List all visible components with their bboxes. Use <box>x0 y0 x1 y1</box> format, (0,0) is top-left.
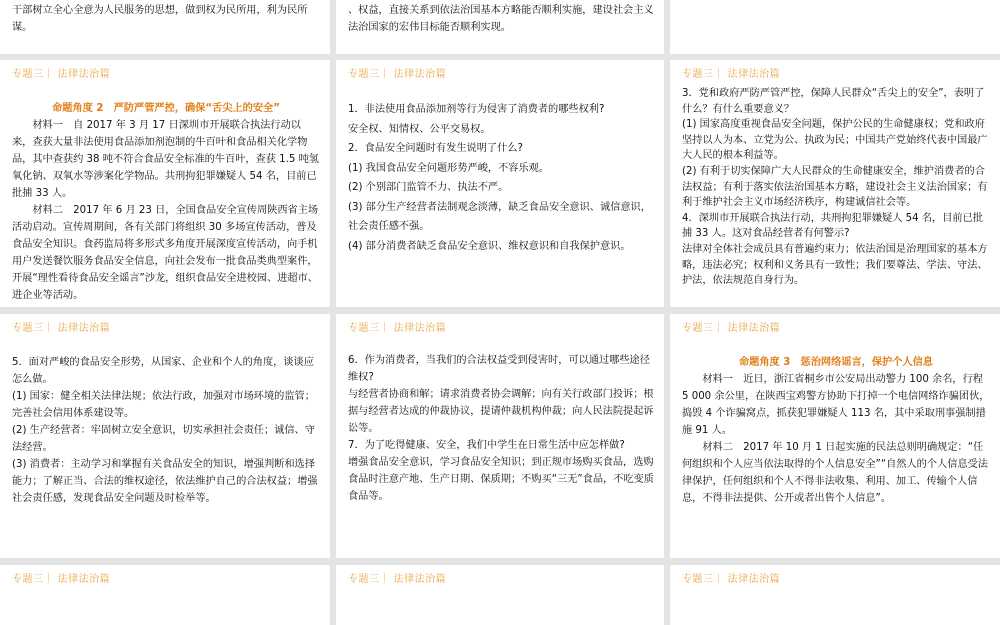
slide-paragraph: (3) 消费者：主动学习和掌握有关食品安全的知识，增强判断和选择能力；了解正当、合法的维权途径，依法维护自己的合法权益；增强社会责任感，发现食品安全问题及时检举等。 <box>12 459 318 504</box>
slide-header-label: 专题三｜ 法律法治篇 <box>348 69 447 80</box>
slide-paragraph: 1．非法使用食品添加剂等行为侵害了消费者的哪些权利? <box>348 104 605 115</box>
slide-body <box>12 100 320 304</box>
slide-paragraph: 材料二 2017 年 6 月 23 日，全国食品安全宣传周陕西省主场活动启动。宣传周期间，各有关部门将组织 30 多场宣传活动，普及食品安全知识。食药监局将多形式多角度开展深度宣传活动，向手机用户发送餐饮服务食品安全信息，向社会发布一批食品类典型案件，开展“理性看待食品安全谣言”沙龙，组织食品安全进校园、进超市、进企业等活动。 <box>12 205 319 301</box>
slide-paragraph: 6．作为消费者，当我们的合法权益受到侵害时，可以通过哪些途径维权? <box>348 355 650 383</box>
slide-paragraph: 4．深圳市开展联合执法行动，共刑拘犯罪嫌疑人 54 名，目前已批捕 33 人。这对食品经营者有何警示? <box>682 212 983 240</box>
slide-paragraph: 材料一 近日，浙江省桐乡市公安局出动警力 100 余名，行程 5 000 余公里，在陕西宝鸡警方协助下打掉一个电信网络诈骗团伙，捣毁 4 个诈骗窝点，抓获犯罪嫌疑人 113 名，其中采取刑事强制措施 91 人。 <box>682 374 990 436</box>
slide-body <box>682 86 990 289</box>
slide-thumbnail[interactable] <box>670 0 1000 54</box>
slide-paragraph: 法律对全体社会成员具有普遍约束力；依法治国是治理国家的基本方略，违法必究；权利和义务具有一致性；我们要尊法、学法、守法、护法，依法规范自身行为。 <box>682 243 988 287</box>
slide-paragraph: 与经营者协商和解；请求消费者协会调解；向有关行政部门投诉；根据与经营者达成的仲裁协议，提请仲裁机构仲裁；向人民法院提起诉讼等。 <box>348 389 654 434</box>
slide-header-label: 专题三｜ 法律法治篇 <box>12 323 111 334</box>
slide-paragraph: (4) 部分消费者缺乏食品安全意识、维权意识和自我保护意识。 <box>348 240 631 252</box>
slide-paragraph: 材料二 2017 年 10 月 1 日起实施的民法总则明确规定：“任何组织和个人应当依法取得的个人信息安全”“自然人的个人信息受法律保护，任何组织和个人不得非法收集、利用、加工、传输个人信息，不得非法提供、公开或者出售个人信息”。 <box>682 442 988 504</box>
slide-body <box>348 100 654 256</box>
slide-paragraph: 安全权、知情权、公平交易权。 <box>348 123 491 135</box>
slide-body <box>348 2 654 36</box>
slide-header-label: 专题三｜ 法律法治篇 <box>348 323 447 334</box>
slide-thumbnail[interactable] <box>0 314 330 558</box>
slide-thumbnail[interactable] <box>0 0 330 54</box>
slide-thumbnail[interactable] <box>336 565 664 625</box>
slide-paragraph: 增强食品安全意识，学习食品安全知识；到正规市场购买食品，选购食品时注意产地、生产日期、保质期；不购买“三无”食品，不吃变质食品等。 <box>348 457 654 502</box>
slide-paragraph: 材料一 自 2017 年 3 月 17 日深圳市开展联合执法行动以来，查获大量非法使用食品添加剂泡制的牛百叶和食品相关化学物品，其中查获约 38 吨不符合食品安全标准的牛百叶，查获 1.5 吨氢氧化钠、双氧水等涉案化学物品。共刑拘犯罪嫌疑人 54 名，目前已批捕 33 人。 <box>12 120 319 199</box>
slide-thumbnail[interactable] <box>670 314 1000 558</box>
slide-thumbnail[interactable] <box>0 60 330 307</box>
slide-paragraph: (2) 生产经营者：牢固树立安全意识，切实承担社会责任；诚信、守法经营。 <box>12 425 315 453</box>
slide-body <box>348 352 654 505</box>
slide-header-label: 专题三｜ 法律法治篇 <box>682 323 781 334</box>
slide-paragraph: (1) 国家高度重视食品安全问题，保护公民的生命健康权；党和政府坚持以人为本、立党为公、执政为民；中国共产党始终代表中国最广大人民的根本利益等。 <box>682 119 988 162</box>
slide-paragraph: 5．面对严峻的食品安全形势，从国家、企业和个人的角度，谈谈应怎么做。 <box>12 357 314 385</box>
slide-body <box>682 354 990 507</box>
slide-paragraph: 2．食品安全问题时有发生说明了什么? <box>348 143 523 154</box>
slide-thumbnail[interactable] <box>336 0 664 54</box>
slide-heading: 命题角度 2 严防严管严控，确保“舌尖上的安全” <box>52 103 280 114</box>
slide-body <box>12 354 320 507</box>
slide-paragraph: (2) 个别部门监管不力、执法不严。 <box>348 182 509 193</box>
slide-thumbnail[interactable] <box>670 60 1000 307</box>
slide-header-label: 专题三｜ 法律法治篇 <box>12 574 111 585</box>
slide-header-label: 专题三｜ 法律法治篇 <box>682 574 781 585</box>
slide-paragraph: (1) 我国食品安全问题形势严峻，不容乐观。 <box>348 162 550 174</box>
slide-paragraph: 干部树立全心全意为人民服务的思想，做到权为民所用，利为民所谋。 <box>12 5 308 33</box>
slide-paragraph: (3) 部分生产经营者法制观念淡薄，缺乏食品安全意识、诚信意识，社会责任感不强。 <box>348 201 651 232</box>
slide-body <box>12 2 320 36</box>
slide-paragraph: (2) 有利于切实保障广大人民群众的生命健康安全，维护消费者的合法权益；有利于落实依法治国基本方略，建设社会主义法治国家；有利于维护社会主义市场经济秩序，构建诚信社会等。 <box>682 165 988 209</box>
slide-paragraph: (1) 国家：健全相关法律法规；依法行政，加强对市场环境的监管；完善社会信用体系建设等。 <box>12 391 315 419</box>
slide-header-label: 专题三｜ 法律法治篇 <box>682 69 781 80</box>
slide-thumbnail[interactable] <box>336 60 664 307</box>
slide-paragraph: 3．党和政府严防严管严控，保障人民群众“舌尖上的安全”，表明了什么？有什么重要意义？ <box>682 88 985 115</box>
slide-heading: 命题角度 3 惩治网络谣言，保护个人信息 <box>738 357 933 368</box>
slide-thumbnail[interactable] <box>0 565 330 625</box>
slide-thumbnail[interactable] <box>670 565 1000 625</box>
slide-header-label: 专题三｜ 法律法治篇 <box>348 574 447 585</box>
slide-paragraph: 、权益，直接关系到依法治国基本方略能否顺利实施，建设社会主义法治国家的宏伟目标能否顺利实现。 <box>348 5 654 33</box>
slide-thumbnail[interactable] <box>336 314 664 558</box>
slide-paragraph: 7．为了吃得健康、安全，我们中学生在日常生活中应怎样做? <box>348 440 625 451</box>
slide-header-label: 专题三｜ 法律法治篇 <box>12 69 111 80</box>
